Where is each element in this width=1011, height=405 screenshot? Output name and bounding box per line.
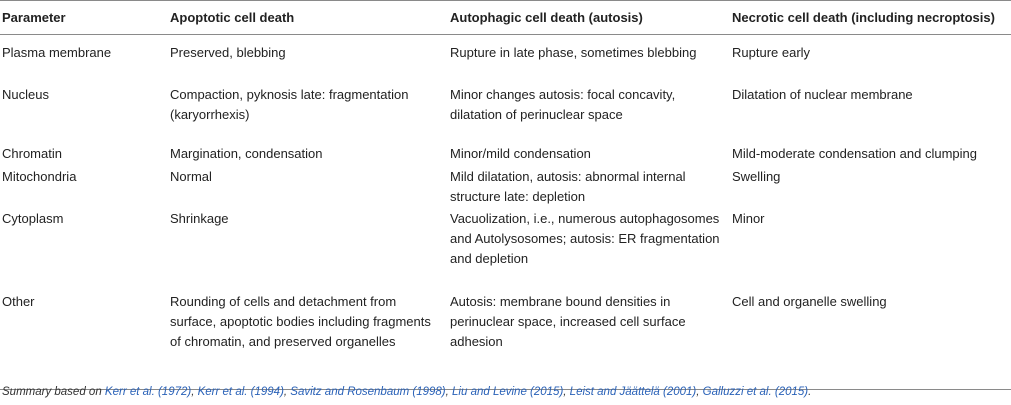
header-row (0, 1, 1011, 35)
cell-parameter: Chromatin (2, 146, 62, 161)
header-parameter: Parameter (0, 1, 168, 35)
table-row (0, 144, 1011, 167)
cell-necrotic: Mild-moderate condensation and clumping (732, 146, 977, 161)
footnote-separator: , (445, 386, 453, 398)
cell-parameter: Nucleus (2, 87, 49, 102)
cell-apoptotic: Compaction, pyknosis late: fragmentation (karyorrhexis) (170, 87, 409, 122)
table-row (0, 35, 1011, 86)
cell-autophagic: Minor/mild condensation (450, 146, 591, 161)
footnote-prefix: Summary based on (2, 386, 105, 398)
cell-autophagic: Autosis: membrane bound densities in perinuclear space, increased cell surface adhesion (448, 292, 730, 390)
reference-link[interactable]: Kerr et al. (1972) (104, 386, 192, 398)
reference-link[interactable]: Kerr et al. (1994) (197, 386, 284, 398)
footnote-separator: , (283, 386, 291, 398)
reference-link[interactable]: Galluzzi et al. (2015) (702, 386, 809, 398)
cell-necrotic: Minor (732, 211, 765, 226)
reference-link[interactable]: Liu and Levine (2015) (452, 386, 564, 398)
cell-parameter: Plasma membrane (2, 45, 112, 60)
table-row (0, 167, 1011, 209)
cell-necrotic: Swelling (732, 169, 781, 184)
header-necrotic: Necrotic cell death (including necroptosis) (730, 1, 1011, 35)
cell-apoptotic: Normal (170, 169, 212, 184)
cell-autophagic: Minor changes autosis: focal concavity, dilatation of perinuclear space (450, 87, 676, 122)
table-header (0, 1, 1011, 35)
table-body (0, 35, 1011, 390)
cell-necrotic: Cell and organelle swelling (730, 292, 1011, 390)
cell-autophagic: Vacuolization, i.e., numerous autophagosomes and Autolysosomes; autosis: ER fragmentation and depletion (450, 211, 720, 266)
footnote-separator: , (191, 386, 198, 398)
footnote-separator: , (563, 386, 570, 398)
footnote-suffix: . (808, 386, 812, 398)
cell-parameter: Other (0, 292, 168, 390)
header-autophagic: Autophagic cell death (autosis) (448, 1, 730, 35)
cell-necrotic: Dilatation of nuclear membrane (732, 87, 913, 102)
cell-autophagic: Rupture in late phase, sometimes blebbing (450, 45, 697, 60)
table-footnote (2, 386, 811, 398)
table-row (0, 209, 1011, 292)
cell-apoptotic: Rounding of cells and detachment from surface, apoptotic bodies including fragments of chromatin, and preserved organelles (168, 292, 448, 390)
table-row (0, 85, 1011, 144)
reference-link[interactable]: Savitz and Rosenbaum (1998) (290, 386, 446, 398)
footnote-separator: , (696, 386, 703, 398)
reference-link[interactable]: Leist and Jäättelä (2001) (569, 386, 697, 398)
cell-necrotic: Rupture early (732, 45, 811, 60)
cell-parameter: Cytoplasm (2, 211, 64, 226)
table-row (0, 292, 1011, 390)
cell-apoptotic: Shrinkage (170, 211, 229, 226)
cell-apoptotic: Preserved, blebbing (170, 45, 286, 60)
cell-parameter: Mitochondria (2, 169, 77, 184)
header-apoptotic: Apoptotic cell death (168, 1, 448, 35)
cell-apoptotic: Margination, condensation (170, 146, 323, 161)
cell-autophagic: Mild dilatation, autosis: abnormal internal structure late: depletion (450, 169, 686, 204)
